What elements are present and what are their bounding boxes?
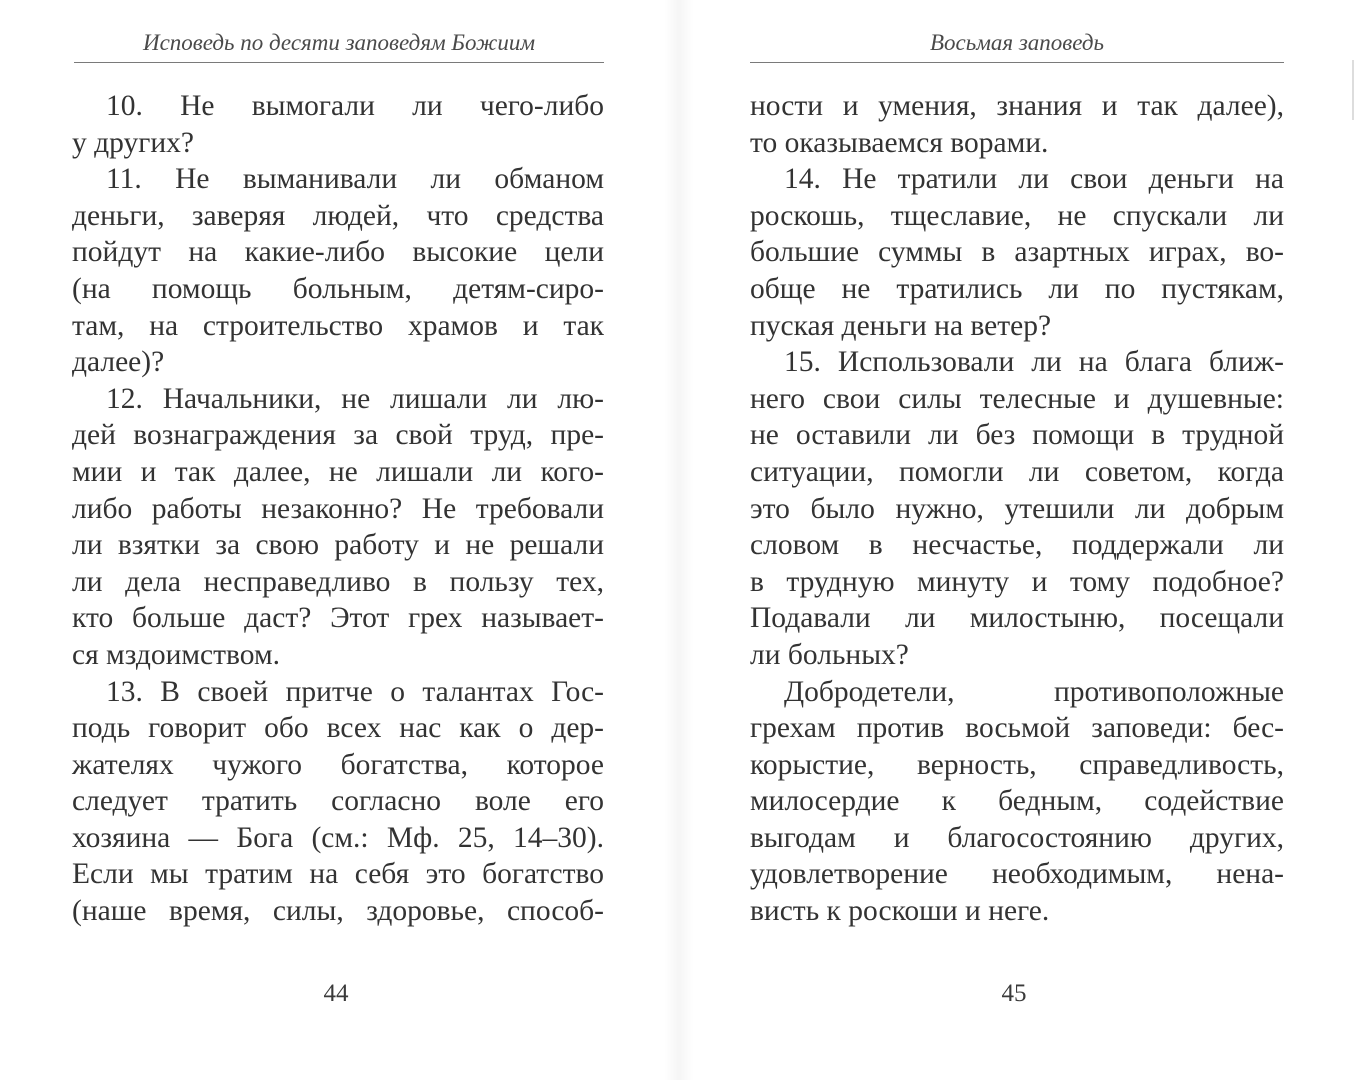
left-page-number: 44 [323, 980, 349, 1007]
text-line: ли дела несправедливо в пользу тех, [72, 565, 604, 598]
text-line: большие суммы в азартных играх, во- [750, 236, 1284, 269]
text-line: 12. Начальники, не лишали ли лю- [106, 382, 604, 415]
text-line: него свои силы телесные и душевные: [750, 382, 1284, 415]
text-line: ли больных? [750, 638, 909, 671]
text-line: 10. Не вымогали ли чего-либо [106, 90, 604, 122]
text-line: не оставили ли без помощи в трудной [750, 419, 1284, 452]
text-line: дей вознаграждения за свой труд, пре- [72, 419, 604, 452]
text-line: удовлетворение необходимым, нена- [750, 858, 1284, 891]
text-line: 14. Не тратили ли свои деньги на [784, 163, 1284, 196]
page-edge-mark [1352, 60, 1354, 120]
text-line: (на помощь больным, детям-сиро- [72, 272, 604, 305]
text-line: выгодам и благосостоянию других, [750, 821, 1284, 854]
text-line: ли взятки за свою работу и не решали [72, 529, 604, 562]
text-line: в трудную минуту и тому подобное? [750, 565, 1284, 598]
text-line: 13. В своей притче о талантах Гос- [106, 675, 604, 708]
text-line: пойдут на какие-либо высокие цели [72, 236, 604, 269]
text-line: пуская деньги на ветер? [750, 309, 1052, 342]
text-line: далее)? [72, 346, 165, 379]
right-page-number: 45 [1001, 980, 1027, 1007]
text-line: висть к роскоши и неге. [750, 895, 1050, 928]
right-text-block [750, 88, 1284, 930]
text-line: ности и умения, знания и так далее), [750, 90, 1284, 122]
left-running-head: Исповедь по десяти заповедям Божиим [142, 30, 536, 55]
text-line: роскошь, тщеславие, не спускали ли [750, 199, 1284, 232]
text-line: 15. Использовали ли на блага ближ- [784, 346, 1284, 379]
text-line: мии и так далее, не лишали ли кого- [72, 455, 604, 488]
right-header-rule [750, 62, 1284, 63]
text-line: ся мздоимством. [72, 638, 280, 671]
text-line: Подавали ли милостыню, посещали [750, 602, 1284, 635]
text-line: Добродетели, противоположные [784, 675, 1284, 708]
text-line: 11. Не выманивали ли обманом [106, 163, 604, 196]
text-line: грехам против восьмой заповеди: бес- [750, 712, 1284, 745]
text-line: Если мы тратим на себя это богатство [72, 858, 604, 891]
text-line: у других? [72, 126, 194, 159]
text-line: следует тратить согласно воле его [72, 785, 604, 818]
right-running-head: Восьмая заповедь [929, 30, 1105, 55]
text-line: корыстие, верность, справедливость, [750, 748, 1284, 781]
text-line: то оказываемся ворами. [750, 126, 1049, 159]
text-line: подь говорит обо всех нас как о дер- [72, 712, 604, 745]
text-line: кто больше даст? Этот грех называет- [72, 602, 604, 635]
text-line: словом в несчастье, поддержали ли [750, 529, 1284, 562]
text-line: (наше время, силы, здоровье, способ- [72, 895, 604, 928]
right-page [678, 0, 1356, 1080]
text-line: это было нужно, утешили ли добрым [750, 492, 1284, 525]
text-line: либо работы незаконно? Не требовали [72, 492, 604, 525]
text-line: деньги, заверяя людей, что средства [72, 199, 604, 232]
text-line: там, на строительство храмов и так [72, 309, 604, 342]
text-line: хозяина — Бога (см.: Мф. 25, 14–30). [72, 821, 604, 854]
text-line: милосердие к бедным, содействие [750, 785, 1284, 818]
text-line: ситуации, помогли ли советом, когда [750, 455, 1284, 488]
text-line: жателях чужого богатства, которое [72, 748, 604, 781]
left-header-rule [74, 62, 604, 63]
left-text-block [72, 88, 604, 930]
text-line: обще не тратились ли по пустякам, [750, 272, 1284, 305]
